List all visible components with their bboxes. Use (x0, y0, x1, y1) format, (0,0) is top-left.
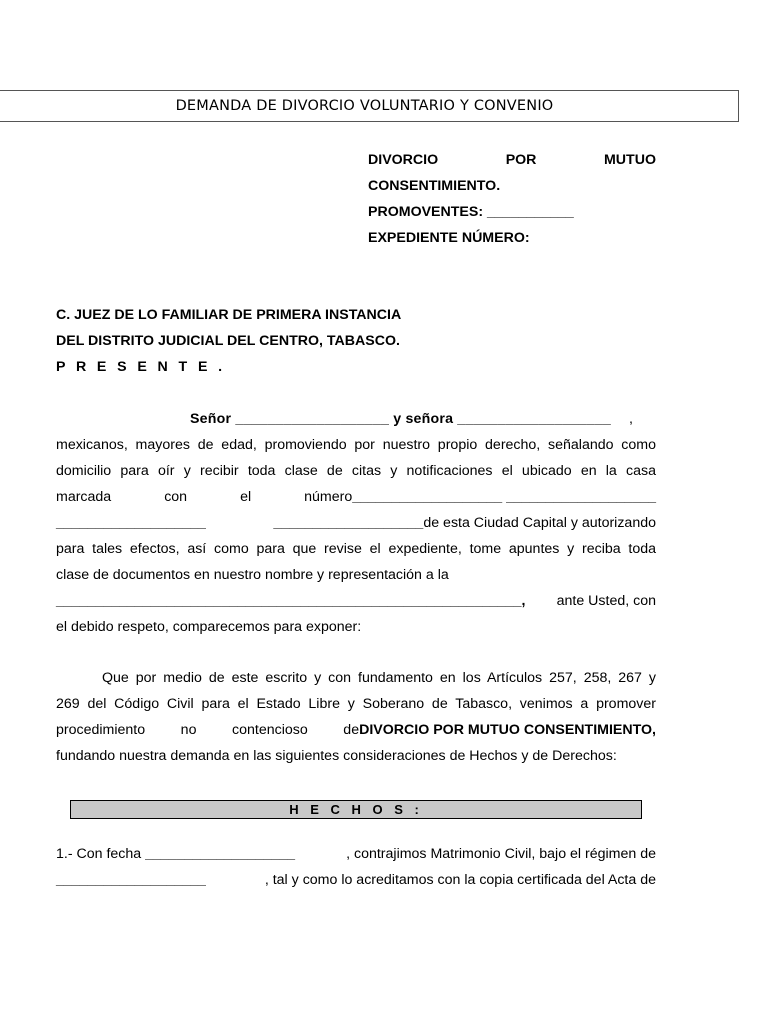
para2-row-1: Que por medio de este escrito y con fundamento en los Artículos 257, 258, 267 y (102, 670, 656, 686)
hecho1-row-1-end: , contrajimos Matrimonio Civil, bajo el régimen de (346, 846, 656, 862)
para1-row-3: domicilio para oír y recibir toda clase de citas y notificaciones el ubicado en la casa (56, 463, 656, 479)
para1-row-2: mexicanos, mayores de edad, promoviendo por nuestro propio derecho, señalando como (56, 437, 656, 453)
paragraph-hecho-1 (56, 841, 656, 893)
para1-names-blanks: Señor ___________________ y señora ___________________ (190, 411, 612, 427)
para1-row-4 (56, 484, 656, 510)
hecho1-row-1-start: 1.- Con fecha (56, 846, 142, 862)
hecho1-row-2 (56, 867, 656, 893)
case-type-word-2: POR (505, 152, 537, 168)
paragraph-fundamento (56, 665, 656, 769)
addressee-block (56, 302, 656, 380)
case-type-line (368, 147, 656, 173)
case-info-block (368, 147, 656, 251)
para1-row-7: clase de documentos en nuestro nombre y representación a la (56, 567, 449, 583)
paragraph-comparecencia (56, 406, 656, 640)
hecho1-row-1 (56, 841, 656, 867)
hecho1-row-2-end: , tal y como lo acreditamos con la copia certificada del Acta de (264, 872, 656, 888)
para1-row-5 (56, 510, 656, 536)
hechos-section-header (70, 800, 642, 819)
para2-divorcio-emphasis: DIVORCIO POR MUTUO CONSENTIMIENTO, (359, 722, 656, 738)
hechos-header-text: H E C H O S : (289, 802, 423, 817)
promoventes-line: PROMOVENTES: ___________ (368, 204, 574, 220)
document-title-text: DEMANDA DE DIVORCIO VOLUNTARIO Y CONVENIO (175, 98, 554, 114)
para1-house-number-blanks: ___________________ ___________________ (352, 489, 656, 505)
para1-row-5-text: de esta Ciudad Capital y autorizando (423, 515, 656, 531)
para2-row-3-text: procedimiento no contencioso de (56, 722, 360, 738)
para1-row-1 (56, 406, 656, 432)
addressee-presente: P R E S E N T E . (56, 359, 226, 375)
para1-row-6: para tales efectos, así como para que revise el expediente, tome apuntes y reciba toda (56, 541, 656, 557)
document-title (0, 90, 739, 122)
case-type-word-3: MUTUO (603, 152, 656, 168)
para1-row-8 (56, 588, 656, 614)
addressee-line-1: C. JUEZ DE LO FAMILIAR DE PRIMERA INSTANCIA (56, 307, 402, 323)
hecho1-date-blank: ___________________ (145, 846, 296, 862)
para1-comma: , (629, 411, 633, 427)
addressee-line-2: DEL DISTRITO JUDICIAL DEL CENTRO, TABASCO. (56, 333, 400, 349)
para1-authorized-blank: ___________________________________________________________, (56, 593, 526, 609)
hecho1-regime-blank: ___________________ (56, 872, 206, 888)
para1-row-4-text: marcada con el número (56, 489, 353, 505)
case-type-word-1: DIVORCIO (368, 152, 439, 168)
para1-address-blanks: ___________________ ___________________ (56, 515, 424, 531)
expediente-line: EXPEDIENTE NÚMERO: (368, 230, 530, 246)
para2-row-4: fundando nuestra demanda en las siguientes consideraciones de Hechos y de Derechos: (56, 748, 617, 764)
para2-row-2: 269 del Código Civil para el Estado Libre y Soberano de Tabasco, venimos a promover (56, 696, 656, 712)
para1-row-8-text: ante Usted, con (556, 593, 656, 609)
para2-row-3 (56, 717, 656, 743)
para1-row-9: el debido respeto, comparecemos para exponer: (56, 619, 362, 635)
case-type-line-2: CONSENTIMIENTO. (368, 178, 501, 194)
